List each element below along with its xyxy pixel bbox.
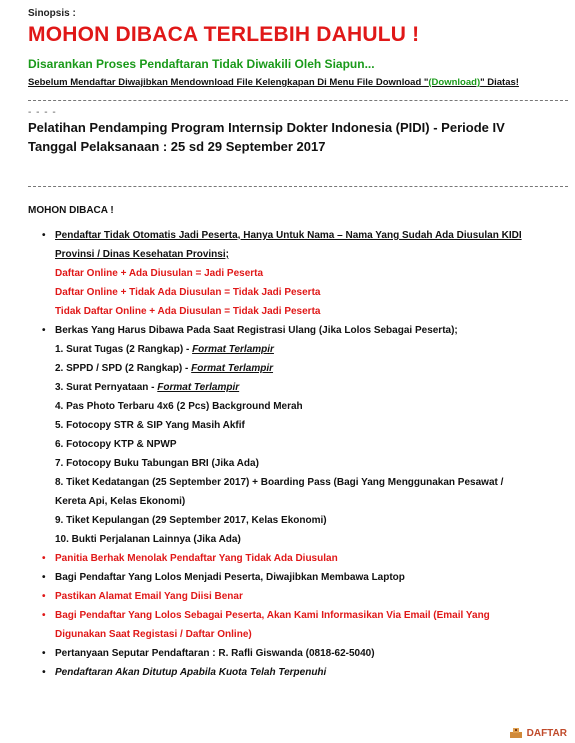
list-item-text: Provinsi / Dinas Kesehatan Provinsi; xyxy=(55,249,229,260)
list-item-text: Berkas Yang Harus Dibawa Pada Saat Registrasi Ulang (Jika Lolos Sebagai Peserta); xyxy=(55,325,458,336)
doc-item: Kereta Api, Kelas Ekonomi) xyxy=(55,496,186,507)
bullet: • xyxy=(42,667,46,678)
sinopsis-label: Sinopsis : xyxy=(28,8,76,19)
doc-item: 1. Surat Tugas (2 Rangkap) - xyxy=(55,344,193,355)
list-item-text: Pastikan Alamat Email Yang Diisi Benar xyxy=(55,591,243,602)
list-item-text: Bagi Pendaftar Yang Lolos Menjadi Peserta, Diwajibkan Membawa Laptop xyxy=(55,572,405,583)
list-item-text: Panitia Berhak Menolak Pendaftar Yang Tidak Ada Diusulan xyxy=(55,553,338,564)
format-link[interactable]: Format Terlampir xyxy=(157,382,240,393)
format-link[interactable]: Format Terlampir xyxy=(192,344,274,355)
rule-text: Daftar Online + Tidak Ada Diusulan = Tidak Jadi Peserta xyxy=(55,287,321,298)
list-item xyxy=(42,321,568,549)
doc-item: 5. Fotocopy STR & SIP Yang Masih Akfif xyxy=(55,420,245,431)
doc-item: 8. Tiket Kedatangan (25 September 2017) + Boarding Pass (Bagi Yang Menggunakan Pesawat / xyxy=(55,477,504,488)
doc-item: 6. Fotocopy KTP & NPWP xyxy=(55,439,177,450)
course-date: Tanggal Pelaksanaan : 25 sd 29 September 2017 xyxy=(28,139,326,154)
bullet: • xyxy=(42,610,46,621)
page-title: MOHON DIBACA TERLEBIH DAHULU ! xyxy=(28,23,420,46)
rule-text: Tidak Daftar Online + Ada Diusulan = Tidak Jadi Peserta xyxy=(55,306,321,317)
list-item xyxy=(42,226,568,321)
download-link[interactable]: (Download) xyxy=(428,77,481,88)
bullet: • xyxy=(42,553,46,564)
download-note-end: " Diatas! xyxy=(480,77,519,88)
doc-item: 9. Tiket Kepulangan (29 September 2017, Kelas Ekonomi) xyxy=(55,515,327,526)
doc-item: 7. Fotocopy Buku Tabungan BRI (Jika Ada) xyxy=(55,458,259,469)
rule-text: Daftar Online + Ada Diusulan = Jadi Peserta xyxy=(55,268,264,279)
list-item xyxy=(42,663,568,682)
bullet: • xyxy=(42,591,46,602)
doc-item: 10. Bukti Perjalanan Lainnya (Jika Ada) xyxy=(55,534,241,545)
course-title: Pelatihan Pendamping Program Internsip Dokter Indonesia (PIDI) - Periode IV xyxy=(28,120,505,135)
list-item xyxy=(42,587,568,606)
notice-list xyxy=(42,226,568,682)
register-icon xyxy=(509,727,523,739)
list-item xyxy=(42,549,568,568)
notice-heading: MOHON DIBACA ! xyxy=(28,205,114,216)
doc-item: 3. Surat Pernyataan - xyxy=(55,382,158,393)
daftar-button[interactable] xyxy=(509,727,567,739)
bullet: • xyxy=(42,230,46,241)
daftar-label: DAFTAR xyxy=(526,727,567,739)
list-item-text: Digunakan Saat Registasi / Daftar Online) xyxy=(55,629,252,640)
format-link[interactable]: Format Terlampir xyxy=(191,363,274,374)
list-item-text: Bagi Pendaftar Yang Lolos Sebagai Peserta, Akan Kami Informasikan Via Email (Email Yang xyxy=(55,610,490,621)
green-note: Disarankan Proses Pendaftaran Tidak Diwakili Oleh Siapun... xyxy=(28,57,375,71)
divider xyxy=(28,100,568,101)
list-item-text: Pertanyaan Seputar Pendaftaran : R. Rafli Giswanda (0818-62-5040) xyxy=(55,648,375,659)
list-item-text: Pendaftaran Akan Ditutup Apabila Kuota Telah Terpenuhi xyxy=(55,667,327,678)
list-item xyxy=(42,606,568,644)
short-divider: - - - - xyxy=(28,107,57,118)
bullet: • xyxy=(42,325,46,336)
list-item xyxy=(42,644,568,663)
doc-item: 2. SPPD / SPD (2 Rangkap) - xyxy=(55,363,192,374)
list-item-text: Pendaftar Tidak Otomatis Jadi Peserta, Hanya Untuk Nama – Nama Yang Sudah Ada Diusulan KIDI xyxy=(55,230,522,241)
content xyxy=(28,6,568,682)
download-note xyxy=(28,75,568,90)
list-item xyxy=(42,568,568,587)
bullet: • xyxy=(42,572,46,583)
doc-item: 4. Pas Photo Terbaru 4x6 (2 Pcs) Background Merah xyxy=(55,401,303,412)
bullet: • xyxy=(42,648,46,659)
download-note-text: Sebelum Mendaftar Diwajibkan Mendownload File Kelengkapan Di Menu File Download " xyxy=(28,77,429,88)
divider xyxy=(28,186,568,187)
